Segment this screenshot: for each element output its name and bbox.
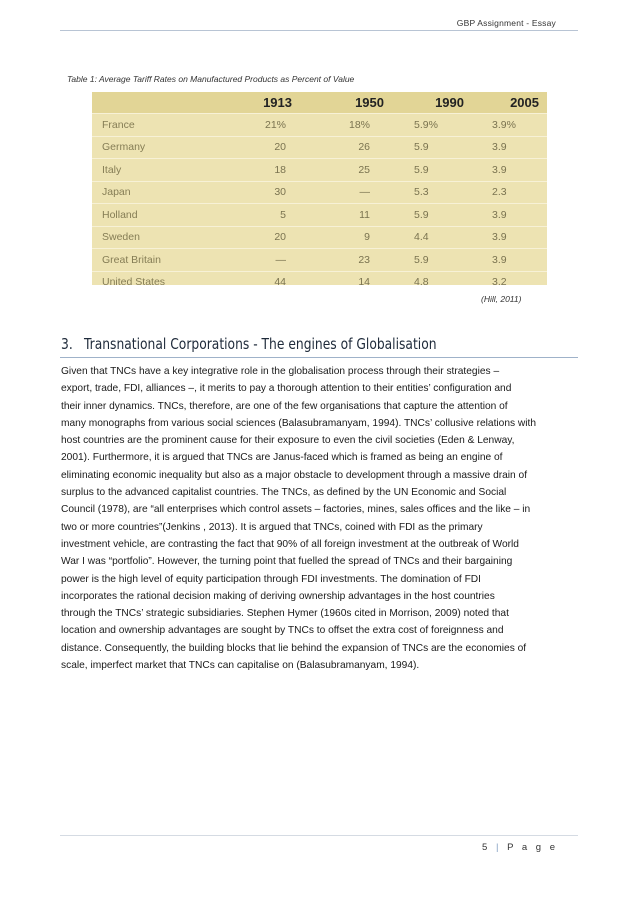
body-line: War I was “portfolio”. However, the turning point that fuelled the spread of TNCs and their bargaining — [61, 556, 513, 568]
table-cell-2005: 3.9% — [492, 118, 516, 131]
body-line: many monographs from various social sciences (Balasubramanyam, 1994). TNCs’ collusive relations with — [61, 417, 537, 429]
table-cell-1990: 4.4 — [414, 231, 429, 244]
section-heading — [61, 335, 485, 353]
table-cell-1990: 5.9 — [414, 253, 429, 266]
table-cell-1950: 26 — [358, 141, 370, 154]
body-line: location and ownership advantages are sought by TNCs to offset the extra cost of foreignness and — [61, 625, 504, 637]
body-line: scale, imperfect market that TNCs can capitalise on (Balasubramanyam, 1994). — [61, 660, 420, 672]
column-header-1990: 1990 — [435, 95, 464, 110]
table-cell-1913: 18 — [274, 163, 286, 176]
body-line: Given that TNCs have a key integrative role in the globalisation process through their strategies – — [61, 366, 500, 377]
table-cell-country: Holland — [102, 208, 138, 221]
page-number-value: 5 — [482, 842, 491, 853]
table-cell-country: Italy — [102, 163, 122, 176]
body-line: through the TNCs’ strategic subsidiaries. Stephen Hymer (1960s cited in Morrison, 2009) noted that — [61, 608, 509, 620]
table-body — [92, 113, 547, 293]
column-header-1950: 1950 — [355, 95, 384, 110]
table-cell-1990: 4.8 — [414, 276, 429, 289]
table-cell-country: Great Britain — [102, 253, 161, 266]
table-cell-country: Japan — [102, 186, 131, 199]
table-cell-country: Sweden — [102, 231, 140, 244]
table-row — [92, 226, 547, 249]
column-header-1913: 1913 — [263, 95, 292, 110]
table-row — [92, 136, 547, 159]
body-line: distance. Consequently, the building blocks that lie behind the expansion of TNCs are the economies of — [61, 642, 527, 654]
header-rule — [60, 30, 578, 31]
table-cell-2005: 3.9 — [492, 253, 507, 266]
body-line: investment vehicle, are contrasting the fact that 90% of all foreign investment at the outbreak of World — [61, 538, 519, 550]
table-caption: Table 1: Average Tariff Rates on Manufactured Products as Percent of Value — [67, 74, 355, 84]
table-cell-2005: 3.2 — [492, 276, 507, 289]
table-cell-1913: 20 — [274, 141, 286, 154]
table-cell-1950: 25 — [358, 163, 370, 176]
table-cell-country: France — [102, 118, 135, 131]
page-number-separator: | — [495, 842, 502, 853]
table-cell-1950: 18% — [348, 118, 370, 131]
table-row — [92, 203, 547, 226]
table-cell-1990: 5.9 — [414, 208, 429, 221]
body-line: incorporates the rational decision making of deriving ownership advantages in the host countries — [61, 590, 495, 602]
table-cell-country: Germany — [102, 141, 146, 154]
body-paragraph — [61, 363, 581, 674]
body-line: surplus to the advanced capitalist countries. The TNCs, as defined by the UN Economic and Social — [61, 487, 507, 499]
table-row — [92, 271, 547, 294]
running-header: GBP Assignment - Essay — [456, 18, 556, 28]
table-row — [92, 248, 547, 271]
table-cell-2005: 3.9 — [492, 163, 507, 176]
table-cell-1913: 5 — [280, 208, 286, 221]
column-header-2005: 2005 — [510, 95, 539, 110]
table-cell-1913: 21% — [264, 118, 286, 131]
table-cell-2005: 3.9 — [492, 208, 507, 221]
table-cell-country: United States — [102, 276, 166, 289]
table-cell-2005: 3.9 — [492, 141, 507, 154]
table-row — [92, 181, 547, 204]
body-line: Council (1978), are “all enterprises which control assets – factories, mines, sales offices and the like – in — [61, 504, 531, 516]
table-cell-1990: 5.9 — [414, 141, 429, 154]
table-cell-1950: 11 — [359, 208, 370, 221]
body-line: eliminating economic inequality but also as a major obstacle to development through a massive drain of — [61, 469, 528, 481]
body-line: 2001). Furthermore, it is argued that TNCs are Janus-faced which is framed as being an engine of — [61, 452, 503, 464]
table-cell-1990: 5.3 — [414, 186, 429, 199]
body-line: two or more countries”(Jenkins , 2013). It is argued that TNCs, coined with FDI as the primary — [61, 521, 483, 533]
table-row — [92, 113, 547, 136]
table-cell-1913: 44 — [274, 276, 286, 289]
table-cell-2005: 3.9 — [492, 231, 507, 244]
body-line: power is the high level of equity participation through FDI investments. The domination of FDI — [61, 573, 481, 585]
table-cell-1990: 5.9% — [414, 118, 438, 131]
tariff-table — [92, 92, 547, 289]
table-cell-1913: — — [275, 253, 286, 266]
table-cell-1950: 14 — [358, 276, 370, 289]
section-rule — [60, 357, 578, 358]
body-line: host countries are the prominent cause for their exposure to even the civil societies (Eden & Lenway, — [61, 435, 515, 447]
body-line: export, trade, FDI, alliances –, it merits to pay a thorough attention to their entities’ configuration and — [61, 383, 512, 395]
table-cell-1950: — — [359, 186, 370, 199]
table-source: (Hill, 2011) — [481, 294, 522, 304]
table-cell-1950: 23 — [358, 253, 370, 266]
page-label: P a g e — [507, 842, 558, 853]
table-header-row — [92, 92, 547, 113]
section-title: Transnational Corporations - The engines of Globalisation — [83, 335, 437, 353]
section-number: 3. — [61, 335, 73, 353]
table-row — [92, 158, 547, 181]
page-number — [482, 842, 558, 853]
table-cell-2005: 2.3 — [492, 186, 507, 199]
table-cell-1913: 30 — [274, 186, 286, 199]
footer-rule — [60, 835, 578, 836]
body-line: their inner dynamics. TNCs, therefore, are one of the few organisations that capture the attention of — [61, 400, 508, 412]
table-cell-1990: 5.9 — [414, 163, 429, 176]
table-cell-1913: 20 — [274, 231, 286, 244]
table-cell-1950: 9 — [364, 231, 370, 244]
